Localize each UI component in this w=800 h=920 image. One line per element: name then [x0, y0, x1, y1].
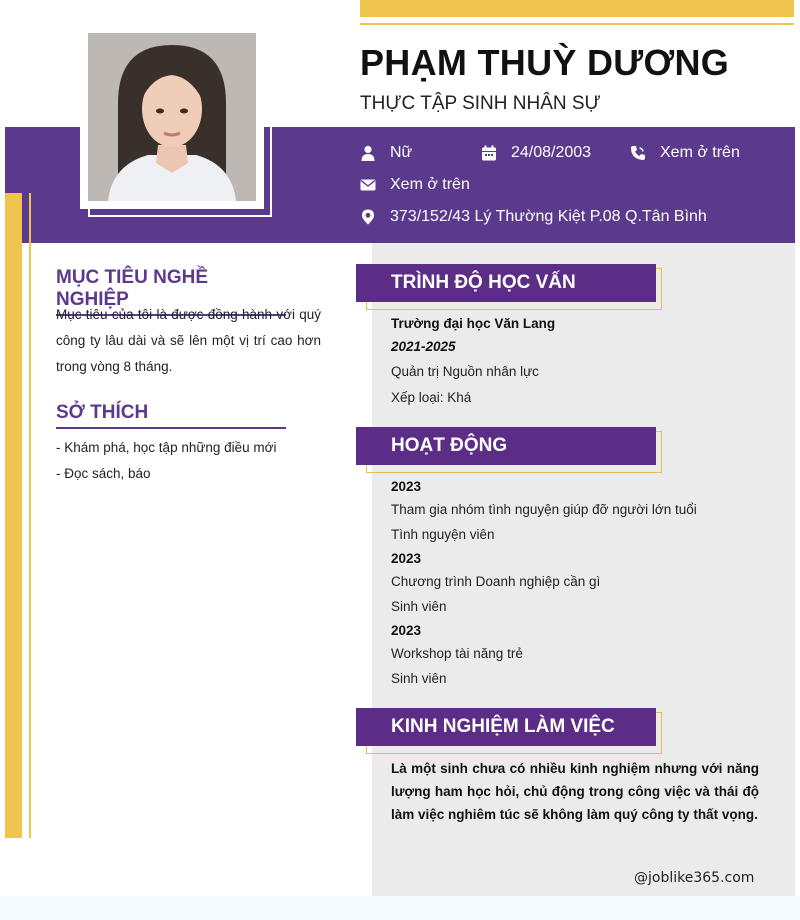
education-years: 2021-2025: [391, 339, 456, 354]
experience-text: Là một sinh chưa có nhiều kinh nghiệm nhưng với năng lượng ham học hỏi, chủ động trong công việc và thái độ làm việc nghiêm túc sẽ không làm quý công ty thất vọng.: [391, 761, 759, 822]
activities-title: HOẠT ĐỘNG: [391, 435, 508, 456]
candidate-role: THỰC TẬP SINH NHÂN SỰ: [360, 93, 601, 114]
top-accent-line: [360, 23, 794, 25]
career-goal-text: Mục tiêu của tôi là được đồng hành với quý công ty lâu dài và sẽ lên một vị trí cao hơn trong vòng 8 tháng.: [56, 307, 321, 374]
contact-address: [360, 208, 707, 226]
activity-name: Tham gia nhóm tình nguyện giúp đỡ người lớn tuổi: [391, 502, 697, 517]
contact-phone: [630, 144, 740, 162]
left-accent-strip: [5, 193, 22, 838]
education-major: Quản trị Nguồn nhân lực: [391, 364, 539, 379]
candidate-name: PHẠM THUỲ DƯƠNG: [360, 42, 730, 83]
envelope-icon: [360, 177, 376, 193]
calendar-icon: [481, 145, 497, 161]
profile-photo: [88, 33, 256, 201]
email-value: Xem ở trên: [390, 176, 470, 193]
activity-year: 2023: [391, 551, 422, 566]
bottom-band: [0, 896, 800, 920]
contact-gender: [360, 144, 412, 162]
education-rank: Xếp loại: Khá: [391, 390, 472, 405]
birthday-value: 24/08/2003: [511, 144, 592, 161]
top-accent-bar: [360, 0, 794, 17]
activity-role: Tình nguyện viên: [391, 527, 495, 542]
left-accent-line: [29, 193, 31, 838]
contact-email: [360, 176, 470, 194]
activity-year: 2023: [391, 479, 422, 494]
activity-name: Workshop tài năng trẻ: [391, 646, 523, 661]
activity-year: 2023: [391, 623, 422, 638]
phone-value: Xem ở trên: [660, 144, 740, 161]
activity-role: Sinh viên: [391, 671, 447, 686]
hobby-item: - Khám phá, học tập những điều mới: [56, 440, 277, 455]
hobbies-title: SỞ THÍCH: [56, 402, 286, 429]
user-icon: [360, 145, 376, 161]
activity-role: Sinh viên: [391, 599, 447, 614]
experience-title: KINH NGHIỆM LÀM VIỆC: [391, 716, 615, 737]
address-value: 373/152/43 Lý Thường Kiệt P.08 Q.Tân Bình: [390, 208, 707, 225]
watermark: @joblike365.com: [634, 870, 755, 886]
contact-birthday: [481, 144, 591, 162]
activity-name: Chương trình Doanh nghiệp cần gì: [391, 574, 601, 589]
gender-value: Nữ: [390, 144, 413, 161]
career-goal-title: MỤC TIÊU NGHỀ NGHIỆP: [56, 267, 286, 316]
phone-icon: [630, 145, 646, 161]
education-title: TRÌNH ĐỘ HỌC VẤN: [391, 272, 576, 293]
hobby-item: - Đọc sách, báo: [56, 466, 151, 481]
location-pin-icon: [360, 209, 376, 225]
education-school: Trường đại học Văn Lang: [391, 316, 556, 331]
